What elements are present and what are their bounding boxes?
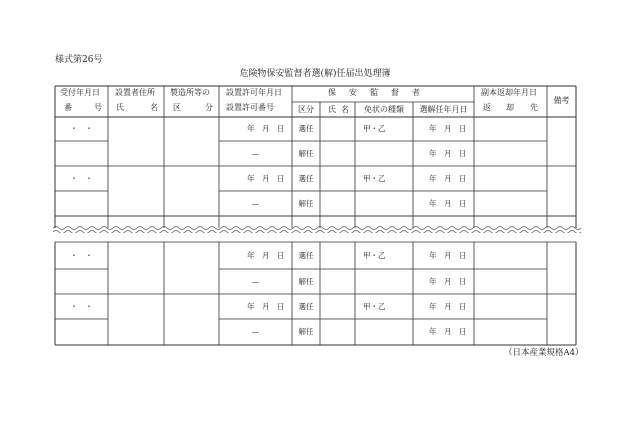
dismiss-date-2: 年 月 日 [429,198,467,208]
permit-number-4: — [251,327,260,336]
license-type-3: 甲・乙 [363,251,386,260]
header-copy-return-a: 返 [483,103,491,112]
header-receipt-no-a: 番 [64,103,72,112]
appoint-date-4: 年 月 日 [429,301,467,311]
permit-date-1: 年 月 日 [247,124,285,133]
header-supervisor-char-1: 安 [349,88,357,97]
division-appoint-3: 選任 [298,251,314,260]
header-license: 免状の種類 [364,105,404,114]
header-facility-div-b: 分 [205,103,213,112]
header-permit-number: 設置許可番号 [226,103,274,112]
header-receipt-date: 受付年月日 [60,88,100,97]
division-dismiss-4: 解任 [298,327,314,336]
dismiss-date-4: 年 月 日 [429,327,467,336]
dismiss-date-1: 年 月 日 [429,148,467,158]
permit-date-4: 年 月 日 [247,301,285,311]
receipt-date-2: ・ ・ [70,173,93,183]
header-name-a: 氏 [328,105,336,114]
header-facility: 製造所等の [170,88,210,97]
header-facility-div-a: 区 [173,103,181,112]
form-number: 様式第26号 [55,55,103,65]
header-installer-name-b: 名 [150,103,158,112]
page-title: 危険物保安監督者選(解)任届出処理簿 [239,69,391,79]
header-supervisor-char-4: 者 [412,88,420,97]
permit-number-2: — [251,198,260,208]
license-type-2: 甲・乙 [363,173,386,183]
header-installer: 設置者住所 [115,88,155,97]
permit-number-3: — [251,276,260,286]
header-supervisor-char-0: 保 [328,88,336,97]
division-dismiss-1: 解任 [298,148,314,158]
appoint-date-3: 年 月 日 [429,251,467,260]
dismiss-date-3: 年 月 日 [429,276,467,286]
receipt-date-1: ・ ・ [70,124,93,133]
license-type-4: 甲・乙 [363,301,386,311]
division-appoint-2: 選任 [298,173,314,183]
permit-date-3: 年 月 日 [247,251,285,260]
header-appoint-date: 選解任年月日 [419,105,468,114]
division-appoint-4: 選任 [298,301,314,311]
table-break [51,227,581,242]
header-permit-date: 設置許可年月日 [226,88,282,97]
header-installer-name-a: 氏 [116,103,124,112]
header-supervisor-char-2: 監 [370,88,378,97]
appoint-date-1: 年 月 日 [429,124,467,133]
header-copy-return-b: 却 [506,103,514,112]
footer-note: （日本産業規格A4） [504,348,584,358]
receipt-date-3: ・ ・ [70,251,93,260]
permit-number-1: — [251,148,260,158]
license-type-1: 甲・乙 [363,124,386,133]
header-division: 区分 [298,105,314,114]
permit-date-2: 年 月 日 [247,173,285,183]
header-receipt-no-b: 号 [94,103,102,112]
division-appoint-1: 選任 [298,124,314,133]
division-dismiss-3: 解任 [298,276,314,286]
header-supervisor-char-3: 督 [391,88,399,97]
header-copy-return-c: 先 [530,103,538,112]
appoint-date-2: 年 月 日 [429,173,467,183]
header-copy-return-date: 副本返却年月日 [481,88,537,97]
header-name-b: 名 [341,105,349,114]
division-dismiss-2: 解任 [298,198,314,208]
receipt-date-4: ・ ・ [70,301,93,311]
header-remarks: 備考 [553,96,570,105]
